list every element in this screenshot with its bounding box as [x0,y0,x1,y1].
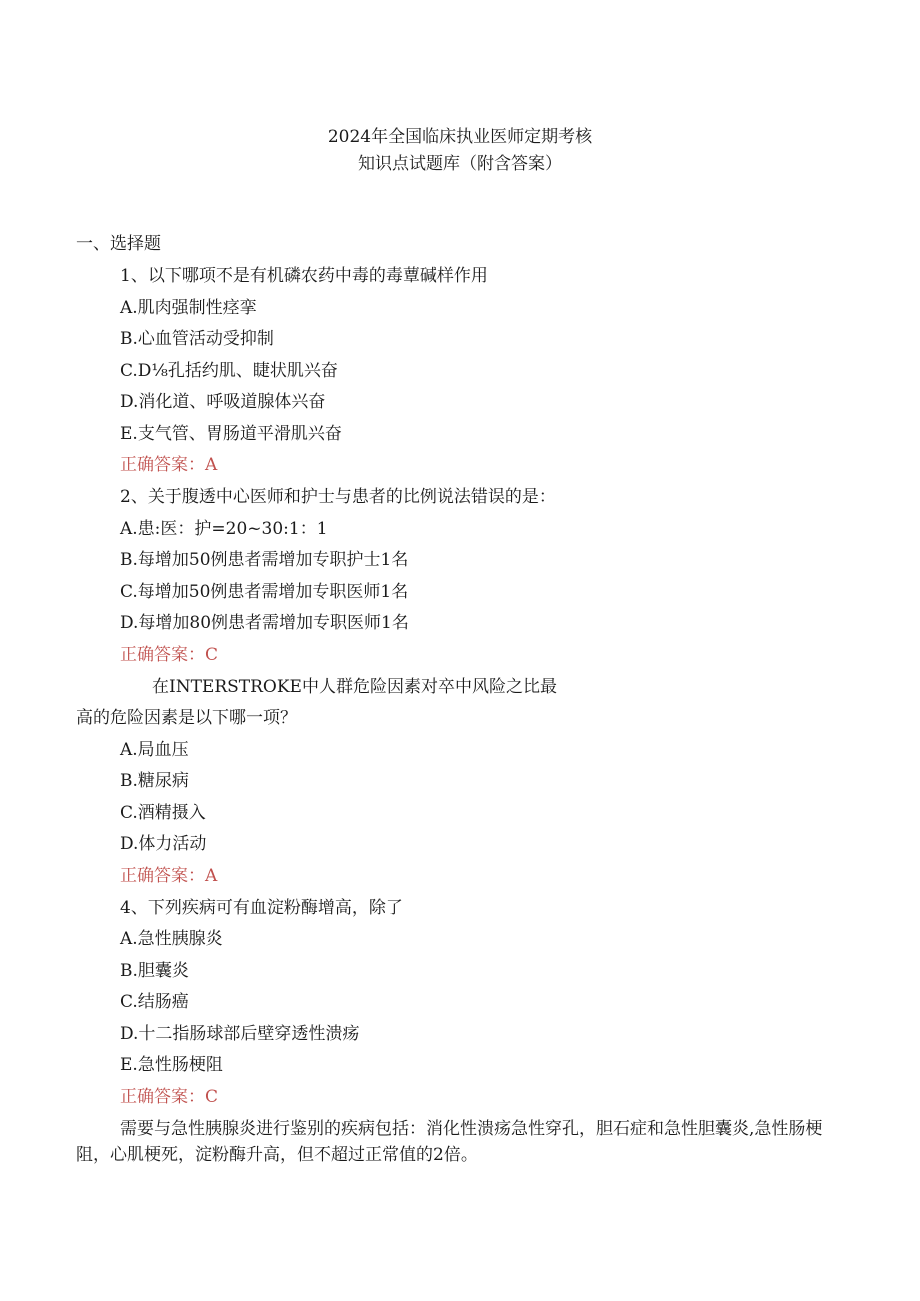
question-4-option-e: E.急性肠梗阻 [120,1055,223,1075]
question-1-option-b: B.心血管活动受抑制 [120,329,274,349]
question-4-option-c: C.结肠癌 [120,992,189,1012]
question-3-option-a: A.局血压 [120,740,189,760]
question-3-stem-line2: 高的危险因素是以下哪一项？ [76,708,297,728]
question-3-answer: 正确答案：A [120,866,218,886]
document-title-line1: 2024年全国临床执业医师定期考核 [327,127,593,147]
question-3-option-b: B.糖尿病 [120,771,189,791]
question-1-option-d: D.消化道、呼吸道腺体兴奋 [120,392,326,412]
question-4-answer: 正确答案：C [120,1087,219,1107]
question-3-stem-line1: 在INTERSTROKE中人群危险因素对卒中风险之比最 [152,677,557,697]
question-2-option-d: D.每增加80例患者需增加专职医师1名 [120,613,409,633]
question-4-explanation: 需要与急性胰腺炎进行鉴别的疾病包括：消化性溃疡急性穿孔，胆石症和急性胆囊炎,急性肠梗阻，心肌梗死，淀粉酶升高，但不超过正常值的2倍。 [76,1119,823,1165]
section-heading: 一、选择题 [76,234,161,254]
question-2-stem: 2、关于腹透中心医师和护士与患者的比例说法错误的是： [120,487,556,507]
question-1-option-e: E.支气管、胃肠道平滑肌兴奋 [120,424,342,444]
question-4-option-a: A.急性胰腺炎 [120,929,223,949]
question-1-option-c: C.D⅛孔括约肌、睫状肌兴奋 [120,361,338,381]
question-3-option-d: D.体力活动 [120,834,207,854]
question-1-option-a: A.肌肉强制性痉挛 [120,298,257,318]
question-2-option-a: A.患:医：护=20~30:1：1 [120,519,328,539]
question-1-stem: 1、以下哪项不是有机磷农药中毒的毒蕈碱样作用 [120,266,488,286]
question-4-option-b: B.胆囊炎 [120,961,189,981]
document-title-line2: 知识点试题库（附含答案） [358,154,562,174]
question-2-answer: 正确答案：C [120,645,219,665]
question-1-answer: 正确答案：A [120,455,218,475]
question-4-option-d: D.十二指肠球部后壁穿透性溃疡 [120,1024,360,1044]
question-2-option-b: B.每增加50例患者需增加专职护士1名 [120,550,409,570]
question-3-option-c: C.酒精摄入 [120,803,206,823]
question-4-stem: 4、下列疾病可有血淀粉酶增高，除了 [120,898,403,918]
question-2-option-c: C.每增加50例患者需增加专职医师1名 [120,582,409,602]
